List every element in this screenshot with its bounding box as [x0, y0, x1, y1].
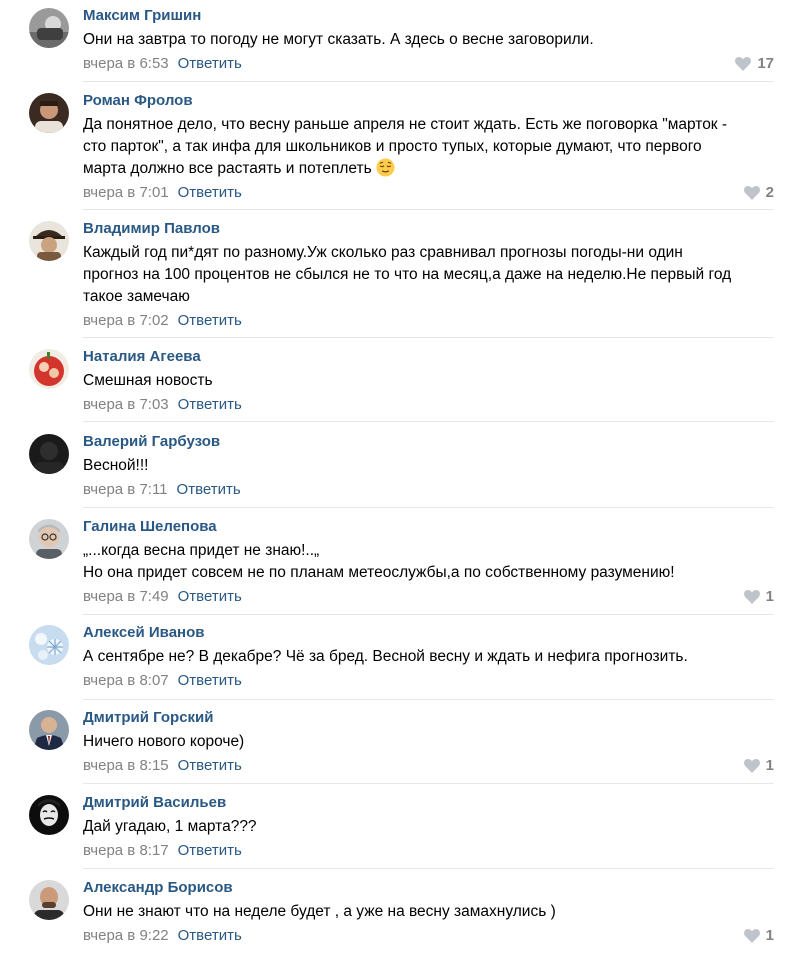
comment-divider: [83, 783, 774, 784]
comment-author[interactable]: Галина Шелепова: [83, 518, 217, 535]
like-count: 1: [765, 588, 774, 605]
comment-author[interactable]: Максим Гришин: [83, 7, 202, 24]
comment-text-line: Они на завтра то погоду не могут сказать. А здесь о весне заговорили.: [83, 31, 594, 48]
comment-meta: [83, 184, 242, 201]
comment-text-fragment: марта должно все растаять и потеплеть: [83, 160, 372, 177]
like-button[interactable]: [735, 55, 774, 72]
comment-text: [83, 901, 773, 923]
user-photo-hat-icon: [29, 221, 69, 261]
avatar[interactable]: [29, 8, 69, 48]
comment-text-line: Каждый год пи*дят по разному.Уж сколько раз сравнивал прогнозы погоды-ни один: [83, 244, 683, 261]
heart-icon: [744, 759, 760, 773]
comment-text-line: Но она придет совсем не по планам метеослужбы,а по собственному разумению!: [83, 564, 675, 581]
comment-text: [83, 29, 773, 51]
comment-author[interactable]: Дмитрий Горский: [83, 709, 214, 726]
comment-text-line: прогноз на 100 процентов не сбылся не то что на месяц,а даже на неделю.Не первый год: [83, 266, 732, 283]
avatar[interactable]: [29, 795, 69, 835]
comment-time[interactable]: вчера в 8:17: [83, 842, 169, 859]
heart-icon: [744, 186, 760, 200]
comment-meta: [83, 55, 242, 72]
like-button[interactable]: [744, 588, 774, 605]
heart-icon: [744, 929, 760, 943]
comment-meta: [83, 396, 242, 413]
user-photo-dark-icon: [29, 434, 69, 474]
comment-text: [83, 816, 773, 838]
comment-time[interactable]: вчера в 7:49: [83, 588, 169, 605]
user-photo-gray-icon: [29, 8, 69, 48]
reply-button[interactable]: Ответить: [177, 396, 242, 413]
comment-divider: [83, 507, 774, 508]
comment-text: [83, 455, 773, 477]
reply-button[interactable]: Ответить: [177, 757, 242, 774]
avatar[interactable]: [29, 221, 69, 261]
avatar[interactable]: [29, 880, 69, 920]
comment-text-line: „...когда весна придет не знаю!..„: [83, 542, 320, 559]
comment-meta: [83, 757, 242, 774]
comment-text: [83, 242, 773, 308]
user-photo-suit-icon: [29, 710, 69, 750]
heart-icon: [744, 590, 760, 604]
user-photo-red-icon: [29, 349, 69, 389]
comment-meta: [83, 672, 242, 689]
avatar[interactable]: [29, 434, 69, 474]
avatar[interactable]: [29, 93, 69, 133]
comment-text: [83, 370, 773, 392]
comment-text-line: Дай угадаю, 1 марта???: [83, 818, 257, 835]
comment-author[interactable]: Алексей Иванов: [83, 624, 205, 641]
comment-text-line: Весной!!!: [83, 457, 149, 474]
reply-button[interactable]: Ответить: [177, 927, 242, 944]
comment-text-line: Да понятное дело, что весну раньше апреля не стоит ждать. Есть же поговорка "марток -: [83, 116, 728, 133]
comment-divider: [83, 699, 774, 700]
reply-button[interactable]: Ответить: [177, 588, 242, 605]
reply-button[interactable]: Ответить: [177, 842, 242, 859]
like-count: 17: [757, 55, 774, 72]
comment-time[interactable]: вчера в 8:07: [83, 672, 169, 689]
relieved-face-emoji-icon: [376, 158, 395, 177]
user-photo-mask-icon: [29, 795, 69, 835]
comment-divider: [83, 868, 774, 869]
comment-time[interactable]: вчера в 7:11: [83, 481, 168, 498]
comment-time[interactable]: вчера в 7:03: [83, 396, 169, 413]
user-photo-glasses-icon: [29, 519, 69, 559]
comment-meta: [83, 842, 242, 859]
reply-button[interactable]: Ответить: [177, 672, 242, 689]
comment-divider: [83, 421, 774, 422]
comment-meta: [83, 588, 242, 605]
avatar[interactable]: [29, 349, 69, 389]
comment-time[interactable]: вчера в 9:22: [83, 927, 169, 944]
like-count: 1: [765, 927, 774, 944]
comment-text: [83, 731, 773, 753]
comment-time[interactable]: вчера в 8:15: [83, 757, 169, 774]
like-button[interactable]: [744, 184, 774, 201]
comment-author[interactable]: Александр Борисов: [83, 879, 233, 896]
comment-text-line: Они не знают что на неделе будет , а уже на весну замахнулись ): [83, 903, 556, 920]
comment-text: [83, 540, 773, 584]
comment-text-line: Ничего нового короче): [83, 733, 245, 750]
reply-button[interactable]: Ответить: [176, 481, 241, 498]
avatar[interactable]: [29, 710, 69, 750]
reply-button[interactable]: Ответить: [177, 312, 242, 329]
like-count: 1: [765, 757, 774, 774]
heart-icon: [735, 57, 751, 71]
like-button[interactable]: [744, 927, 774, 944]
like-count: 2: [765, 184, 774, 201]
comment-text: [83, 646, 773, 668]
avatar[interactable]: [29, 625, 69, 665]
user-photo-bald-icon: [29, 880, 69, 920]
comment-divider: [83, 209, 774, 210]
comment-author[interactable]: Владимир Павлов: [83, 220, 220, 237]
comment-text: [83, 114, 773, 180]
comment-meta: [83, 927, 242, 944]
comment-author[interactable]: Наталия Агеева: [83, 348, 201, 365]
comment-time[interactable]: вчера в 7:02: [83, 312, 169, 329]
comment-divider: [83, 81, 774, 82]
comment-text-line: сто парток", а так инфа для школьников и просто тупых, которые думают, что первого: [83, 138, 702, 155]
comment-text-line: Смешная новость: [83, 372, 213, 389]
like-button[interactable]: [744, 757, 774, 774]
avatar[interactable]: [29, 519, 69, 559]
comment-time[interactable]: вчера в 7:01: [83, 184, 169, 201]
comment-divider: [83, 614, 774, 615]
comment-author[interactable]: Валерий Гарбузов: [83, 433, 221, 450]
user-photo-snow-icon: [29, 625, 69, 665]
reply-button[interactable]: Ответить: [177, 184, 242, 201]
comment-text-line: [83, 158, 773, 180]
comment-text-line: такое замечаю: [83, 288, 190, 305]
comment-author[interactable]: Роман Фролов: [83, 92, 193, 109]
comment-divider: [83, 337, 774, 338]
reply-button[interactable]: Ответить: [177, 55, 242, 72]
comment-author[interactable]: Дмитрий Васильев: [83, 794, 227, 811]
user-photo-warm-icon: [29, 93, 69, 133]
comment-meta: [83, 312, 242, 329]
comment-time[interactable]: вчера в 6:53: [83, 55, 169, 72]
comment-meta: [83, 481, 241, 498]
comment-text-line: А сентябре не? В декабре? Чё за бред. Весной весну и ждать и нефига прогнозить.: [83, 648, 688, 665]
